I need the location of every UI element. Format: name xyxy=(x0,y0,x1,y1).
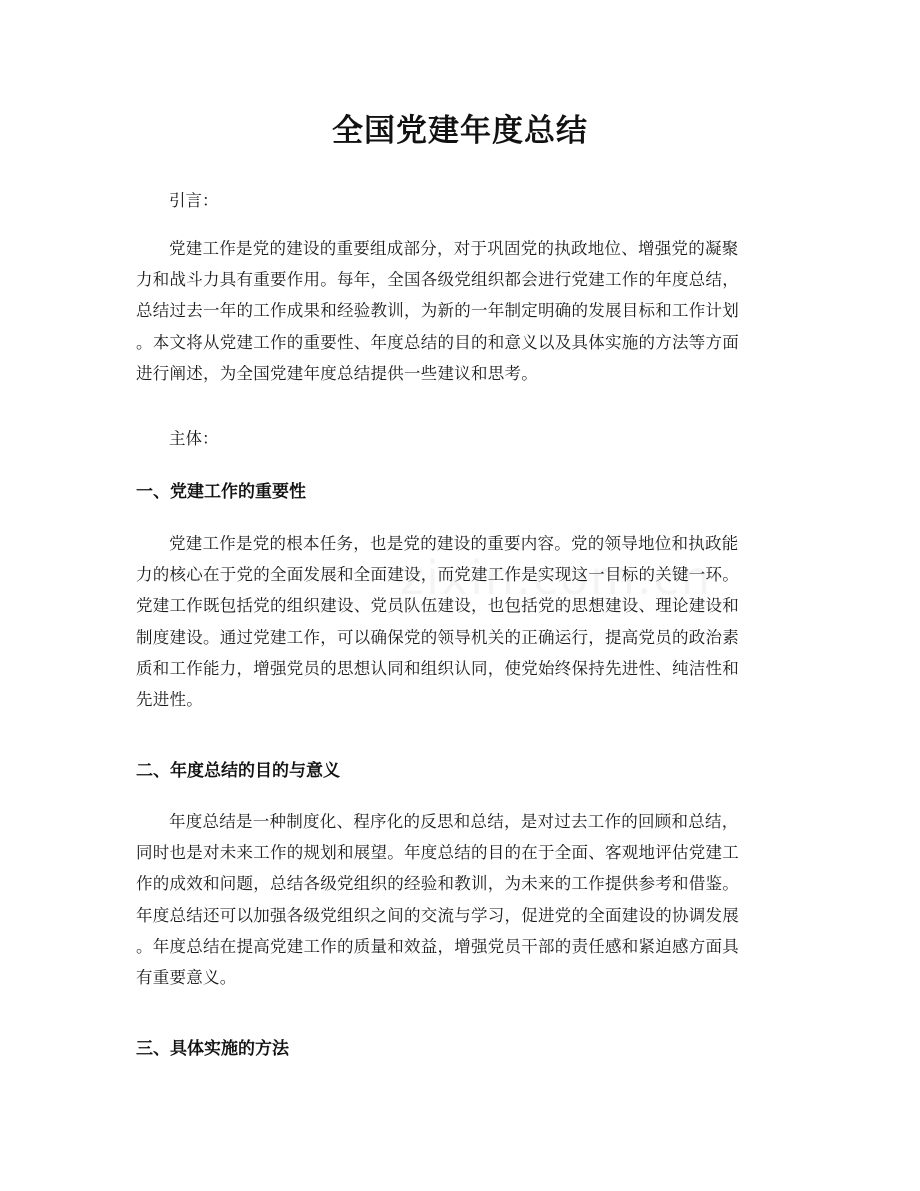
paragraph-line: 党建工作是党的根本任务，也是党的建设的重要内容。党的领导地位和执政能 xyxy=(169,534,739,553)
paragraph-line: 党建工作是党的建设的重要组成部分，对于巩固党的执政地位、增强党的凝聚 xyxy=(169,239,739,258)
section-heading: 一、党建工作的重要性 xyxy=(136,482,306,502)
section-heading: 三、具体实施的方法 xyxy=(136,1039,289,1059)
paragraph-line: 力的核心在于党的全面发展和全面建设，而党建工作是实现这一目标的关键一环。 xyxy=(136,565,739,585)
intro-label: 引言： xyxy=(169,191,219,210)
paragraph-line: 总结过去一年的工作成果和经验教训，为新的一年制定明确的发展目标和工作计划 xyxy=(136,301,739,321)
paragraph-line: 年度总结还可以加强各级党组织之间的交流与学习，促进党的全面建设的协调发展 xyxy=(136,905,739,925)
document-title: 全国党建年度总结 xyxy=(332,113,588,149)
paragraph-line: 质和工作能力，增强党员的思想认同和组织认同，使党始终保持先进性、纯洁性和 xyxy=(136,658,739,678)
paragraph-line: 制度建设。通过党建工作，可以确保党的领导机关的正确运行，提高党员的政治素 xyxy=(136,627,739,647)
paragraph-line: 。本文将从党建工作的重要性、年度总结的目的和意义以及具体实施的方法等方面 xyxy=(136,332,739,352)
paragraph-line: 年度总结是一种制度化、程序化的反思和总结，是对过去工作的回顾和总结， xyxy=(169,812,739,831)
paragraph-line: 作的成效和问题，总结各级党组织的经验和教训，为未来的工作提供参考和借鉴。 xyxy=(136,874,739,894)
paragraph-line: 有重要意义。 xyxy=(136,968,237,988)
intro-paragraph xyxy=(136,233,784,389)
section-heading: 二、年度总结的目的与意义 xyxy=(136,761,340,781)
paragraph-line: 进行阐述，为全国党建年度总结提供一些建议和思考。 xyxy=(136,363,538,383)
watermark xyxy=(400,548,712,608)
body-label: 主体： xyxy=(169,429,219,448)
paragraph-line: 同时也是对未来工作的规划和展望。年度总结的目的在于全面、客观地评估党建工 xyxy=(136,843,739,863)
paragraph-line: 党建工作既包括党的组织建设、党员队伍建设，也包括党的思想建设、理论建设和 xyxy=(136,596,739,616)
paragraph-line: 。年度总结在提高党建工作的质量和效益，增强党员干部的责任感和紧迫感方面具 xyxy=(136,936,739,956)
paragraph-line: 先进性。 xyxy=(136,690,203,710)
paragraph-line: 力和战斗力具有重要作用。每年，全国各级党组织都会进行党建工作的年度总结， xyxy=(136,270,739,290)
section-paragraph xyxy=(136,806,784,993)
